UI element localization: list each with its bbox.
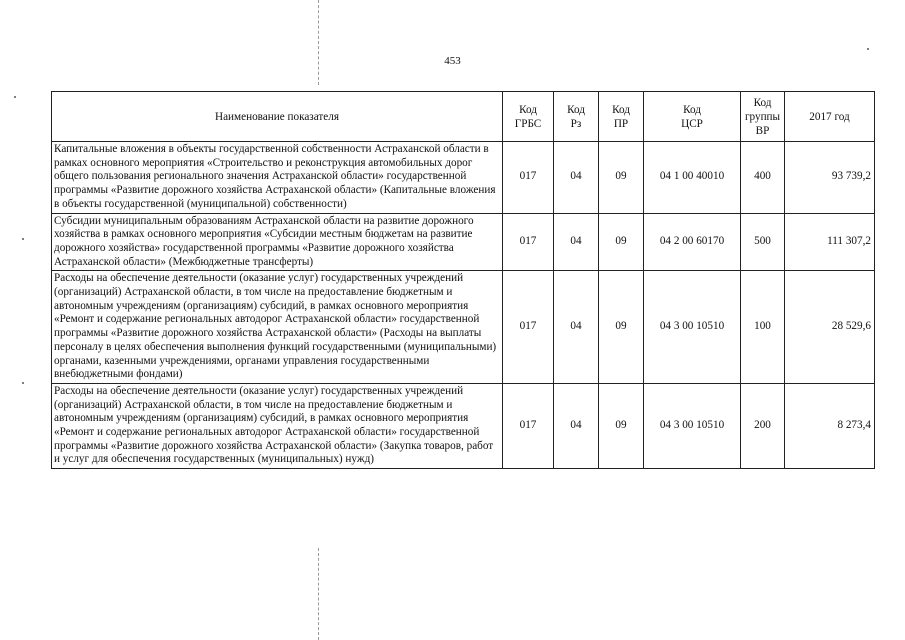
row-rz: 04: [554, 271, 599, 384]
row-pr: 09: [599, 142, 644, 214]
row-grbs: 017: [503, 142, 554, 214]
table-row: [52, 383, 875, 468]
scan-artifact-line: [318, 0, 319, 85]
scan-artifact-line: [318, 548, 319, 640]
row-name: Расходы на обеспечение деятельности (оказание услуг) государственных учреждений (организаций) Астраханской области, в том числе на предоставление бюджетным и автономным учреждениям (организациям) субсидий, в рамках основного мероприятия «Ремонт и содержание региональных автодорог Астраханской области» государственной программы «Развитие дорожного хозяйства Астраханской области» (Закупка товаров, работ и услуг для обеспечения государственных (муниципальных) нужд): [52, 383, 503, 468]
row-amount: 28 529,6: [785, 271, 875, 384]
scan-artifact-dot: [867, 48, 869, 50]
budget-table: [51, 91, 875, 469]
row-csr: 04 1 00 40010: [644, 142, 741, 214]
row-pr: 09: [599, 383, 644, 468]
row-rz: 04: [554, 142, 599, 214]
scan-artifact-dot: [22, 238, 24, 240]
row-csr: 04 3 00 10510: [644, 383, 741, 468]
header-name: Наименование показателя: [52, 92, 503, 142]
header-pr: Код ПР: [599, 92, 644, 142]
row-pr: 09: [599, 213, 644, 271]
scan-artifact-dot: [14, 96, 16, 98]
row-rz: 04: [554, 213, 599, 271]
row-grbs: 017: [503, 213, 554, 271]
row-rz: 04: [554, 383, 599, 468]
row-amount: 111 307,2: [785, 213, 875, 271]
row-amount: 8 273,4: [785, 383, 875, 468]
row-csr: 04 3 00 10510: [644, 271, 741, 384]
row-csr: 04 2 00 60170: [644, 213, 741, 271]
row-pr: 09: [599, 271, 644, 384]
header-rz: Код Рз: [554, 92, 599, 142]
table-row: [52, 271, 875, 384]
header-vr: Код группы ВР: [741, 92, 785, 142]
header-grbs: Код ГРБС: [503, 92, 554, 142]
row-vr: 100: [741, 271, 785, 384]
row-name: Капитальные вложения в объекты государственной собственности Астраханской области в рамках основного мероприятия «Строительство и реконструкция автомобильных дорог общего пользования регионального значения Астраханской области» государственной программы «Развитие дорожного хозяйства Астраханской области» (Капитальные вложения в объекты государственной (муниципальной) собственности): [52, 142, 503, 214]
row-grbs: 017: [503, 271, 554, 384]
row-name: Субсидии муниципальным образованиям Астраханской области на развитие дорожного хозяйства в рамках основного мероприятия «Субсидии местным бюджетам на развитие дорожного хозяйства» государственной программы «Развитие дорожного хозяйства Астраханской области» (Межбюджетные трансферты): [52, 213, 503, 271]
row-vr: 500: [741, 213, 785, 271]
row-name: Расходы на обеспечение деятельности (оказание услуг) государственных учреждений (организаций) Астраханской области, в том числе на предоставление бюджетным и автономным учреждениям (организациям) субсидий, в рамках основного мероприятия «Ремонт и содержание региональных автодорог Астраханской области» государственной программы «Развитие дорожного хозяйства Астраханской области» (Расходы на выплаты персоналу в целях обеспечения выполнения функций государственными (муниципальными) органами, казенными учреждениями, органами управления государственными внебюджетными фондами): [52, 271, 503, 384]
row-vr: 400: [741, 142, 785, 214]
table-row: [52, 213, 875, 271]
header-csr: Код ЦСР: [644, 92, 741, 142]
page-number: 453: [444, 55, 461, 67]
header-year: 2017 год: [785, 92, 875, 142]
table-row: [52, 142, 875, 214]
table-header-row: [52, 92, 875, 142]
row-vr: 200: [741, 383, 785, 468]
row-amount: 93 739,2: [785, 142, 875, 214]
scan-artifact-dot: [22, 382, 24, 384]
row-grbs: 017: [503, 383, 554, 468]
